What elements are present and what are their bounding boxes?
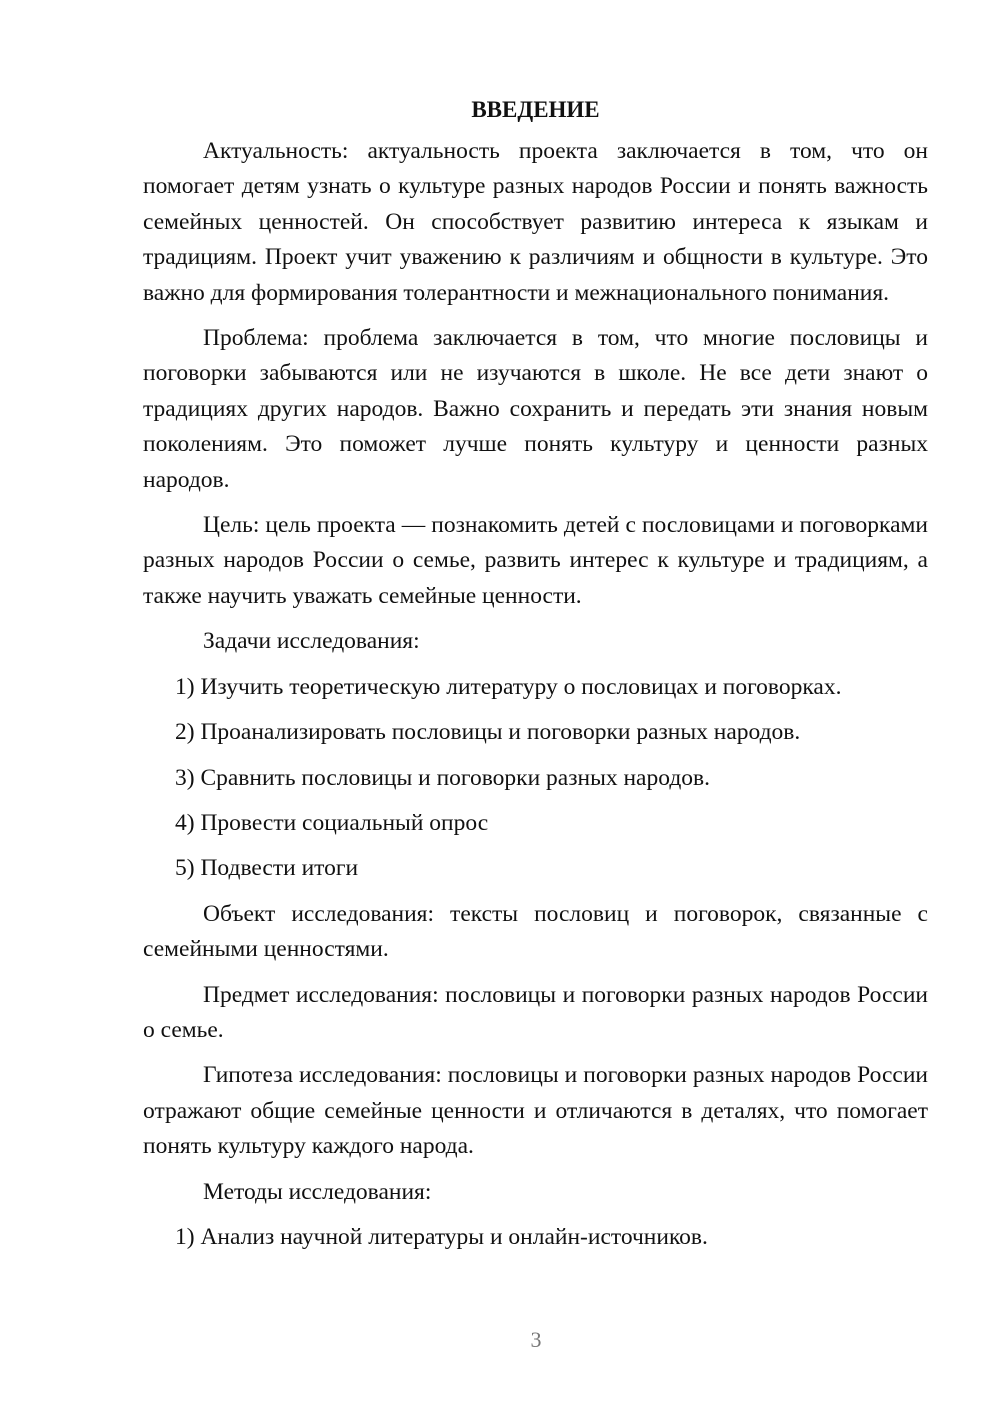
methods-list: [143, 1220, 928, 1255]
section-heading: ВВЕДЕНИЕ: [471, 97, 600, 122]
task-item: 1) Изучить теоретическую литературу о пословицах и поговорках.: [175, 673, 842, 700]
tasks-label: Задачи исследования:: [203, 628, 420, 655]
problem-paragraph: Проблема: проблема заключается в том, что многие пословицы и поговорки забываются или не изучаются в школе. Не все дети знают о традициях других народов. Важно сохранить и передать эти знания новым поколениям. Это поможет лучше понять культуру и ценности разных народов.: [143, 325, 928, 493]
page-content: [143, 92, 928, 1265]
hypothesis-paragraph: Гипотеза исследования: пословицы и поговорки разных народов России отражают общие семейные ценности и отличаются в деталях, что помогает понять культуру каждого народа.: [143, 1062, 928, 1160]
subject-paragraph: Предмет исследования: пословицы и поговорки разных народов России о семье.: [143, 981, 928, 1043]
relevance-paragraph: Актуальность: актуальность проекта заключается в том, что он помогает детям узнать о культуре разных народов России и понять важность семейных ценностей. Он способствует развитию интереса к языкам и традициям. Проект учит уважению к различиям и общности в культуре. Это важно для формирования толерантности и межнационального понимания.: [143, 138, 928, 306]
goal-paragraph: Цель: цель проекта — познакомить детей с пословицами и поговорками разных народов России о семье, развить интерес к культуре и традициям, а также научить уважать семейные ценности.: [143, 512, 928, 609]
task-item: 3) Сравнить пословицы и поговорки разных народов.: [175, 764, 710, 791]
methods-label: Методы исследования:: [203, 1178, 432, 1205]
task-item: 4) Провести социальный опрос: [175, 809, 489, 836]
tasks-list: [143, 670, 928, 887]
method-item: 1) Анализ научной литературы и онлайн-источников.: [175, 1223, 708, 1250]
task-item: 2) Проанализировать пословицы и поговорки разных народов.: [175, 719, 801, 746]
page-number: 3: [530, 1327, 542, 1352]
task-item: 5) Подвести итоги: [175, 855, 359, 882]
object-paragraph: Объект исследования: тексты пословиц и поговорок, связанные с семейными ценностями.: [143, 900, 928, 963]
